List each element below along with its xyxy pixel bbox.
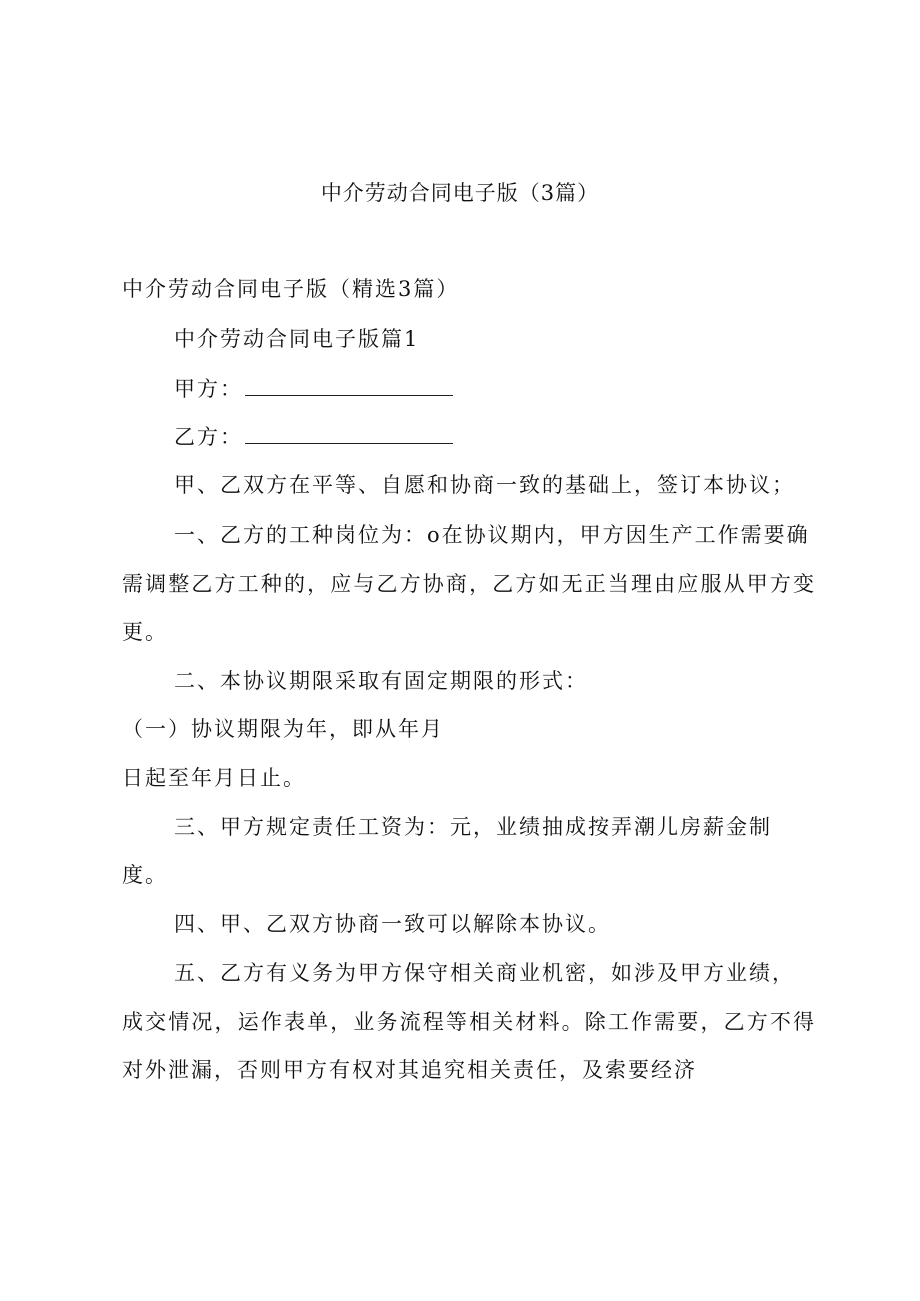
intro-paragraph: 甲、乙双方在平等、自愿和协商一致的基础上，签订本协议；	[174, 473, 795, 497]
section-heading: 中介劳动合同电子版篇1	[174, 327, 420, 351]
page-title: 中介劳动合同电子版（3篇）	[320, 181, 600, 205]
clause-2-line-1: 二、本协议期限采取有固定期限的形式：	[174, 669, 588, 693]
party-a-line	[174, 374, 453, 404]
clause-3-line-1: 三、甲方规定责任工资为：元，业绩抽成按弄潮儿房薪金制	[174, 815, 772, 839]
party-a-label: 甲方：	[174, 377, 243, 401]
clause-1-line-3: 更。	[122, 620, 168, 644]
clause-4: 四、甲、乙双方协商一致可以解除本协议。	[174, 912, 611, 936]
clause-5-line-1: 五、乙方有义务为甲方保守相关商业机密，如涉及甲方业绩，	[174, 961, 795, 985]
document-subtitle: 中介劳动合同电子版（精选3篇）	[122, 277, 460, 301]
party-a-blank	[245, 375, 453, 396]
party-b-blank	[245, 423, 453, 444]
clause-1-line-1: 一、乙方的工种岗位为：o在协议期内，甲方因生产工作需要确	[174, 523, 810, 547]
party-b-label: 乙方：	[174, 425, 243, 449]
clause-2-line-3: 日起至年月日止。	[122, 766, 306, 790]
clause-5-line-3: 对外泄漏，否则甲方有权对其追究相关责任，及索要经济	[122, 1058, 697, 1082]
clause-3-line-2: 度。	[122, 863, 168, 887]
party-b-line	[174, 422, 453, 452]
clause-1-line-2: 需调整乙方工种的，应与乙方协商，乙方如无正当理由应服从甲方变	[122, 572, 814, 596]
clause-2-line-2: （一）协议期限为年，即从年月	[122, 717, 444, 741]
clause-5-line-2: 成交情况，运作表单，业务流程等相关材料。除工作需要，乙方不得	[122, 1010, 814, 1034]
